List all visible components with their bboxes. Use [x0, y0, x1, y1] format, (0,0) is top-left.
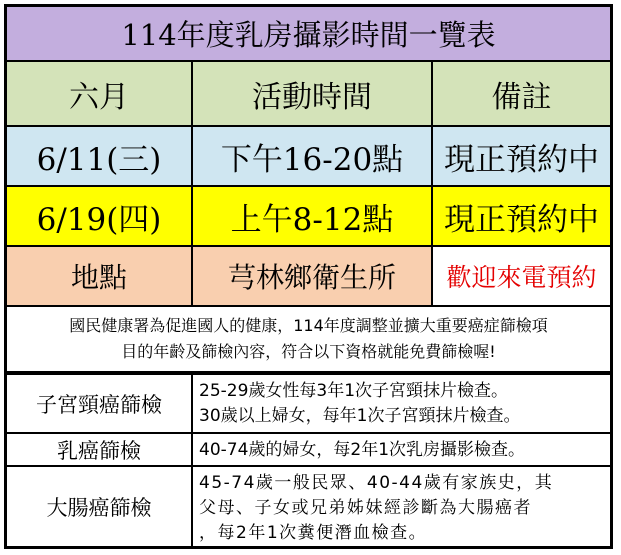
- intro-text: [7, 305, 610, 371]
- schedule-row: [7, 125, 610, 185]
- screening-desc-line: 父母、子女或兄弟姊妹經診斷為大腸癌者: [199, 498, 532, 518]
- screening-desc: [191, 434, 610, 465]
- schedule-date: 6/19(四): [36, 201, 162, 238]
- screening-desc-line: ，每2年1次糞便潛血檢查。: [199, 523, 428, 543]
- header-activity-time: 活動時間: [191, 62, 431, 125]
- schedule-date: 6/11(三): [36, 141, 162, 178]
- header-row: [7, 60, 610, 125]
- screening-desc: [191, 467, 610, 546]
- intro-line: 國民健康署為促進國人的健康，114年度調整並擴大重要癌症篩檢項: [69, 316, 548, 335]
- intro-line: 目的年齡及篩檢內容，符合以下資格就能免費篩檢喔!: [121, 342, 496, 361]
- screening-desc: [191, 375, 610, 432]
- schedule-row: [7, 185, 610, 245]
- page-title: 114年度乳房攝影時間一覽表: [121, 18, 496, 52]
- schedule-note: 現正預約中: [431, 127, 610, 185]
- header-remarks: 備註: [431, 62, 610, 125]
- screening-desc-line: 30歲以上婦女，每年1次子宮頸抹片檢查。: [199, 406, 521, 426]
- screening-desc-line: 40-74歲的婦女，每2年1次乳房攝影檢查。: [199, 440, 526, 460]
- screening-row-cervical: [7, 373, 610, 432]
- location-place: 芎林鄉衛生所: [191, 247, 431, 305]
- location-note: 歡迎來電預約: [431, 247, 610, 305]
- header-month: 六月: [69, 79, 129, 115]
- location-label: 地點: [70, 261, 127, 294]
- title-row: [7, 7, 610, 60]
- screening-name: 大腸癌篩檢: [46, 495, 152, 520]
- screening-row-colorectal: [7, 465, 610, 546]
- schedule-note: 現正預約中: [431, 187, 610, 245]
- screening-name: 子宮頸癌篩檢: [36, 392, 162, 417]
- screening-desc-line: 45-74歲一般民眾、40-44歲有家族史，其: [199, 473, 554, 493]
- schedule-table: [4, 4, 613, 549]
- screening-row-breast: [7, 432, 610, 465]
- screening-name: 乳癌篩檢: [57, 438, 141, 463]
- location-row: [7, 245, 610, 305]
- schedule-time: 下午16-20點: [191, 127, 431, 185]
- screening-desc-line: 25-29歲女性每3年1次子宮頸抹片檢查。: [199, 381, 509, 401]
- schedule-time: 上午8-12點: [191, 187, 431, 245]
